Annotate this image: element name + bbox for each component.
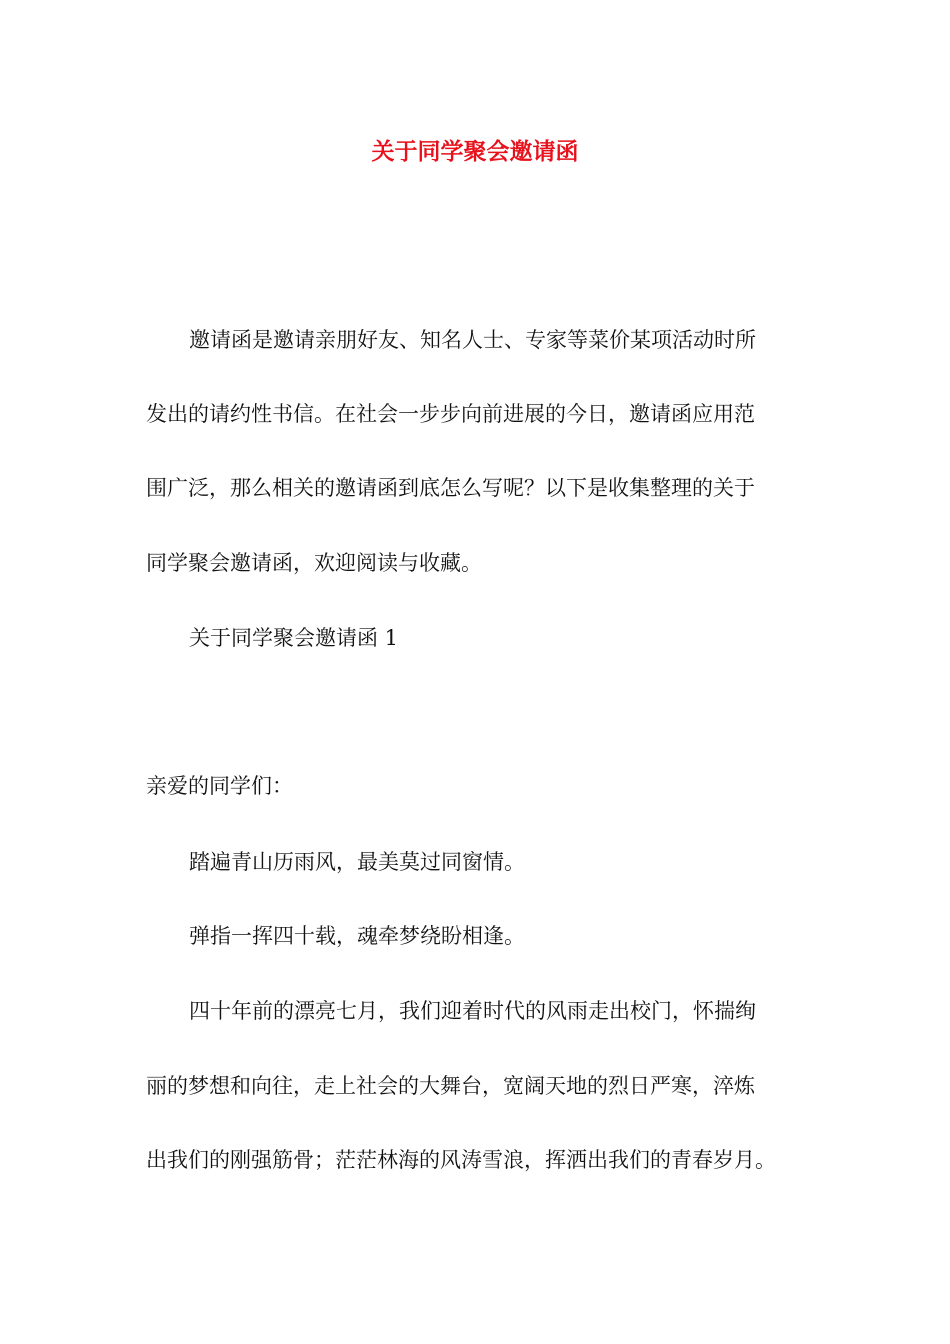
section-heading: 关于同学聚会邀请函 1: [189, 626, 399, 650]
body-line-3: 出我们的刚强筋骨；茫茫林海的风涛雪浪，挥洒出我们的青春岁月。: [146, 1148, 776, 1172]
body-line-2: 丽的梦想和向往，走上社会的大舞台，宽阔天地的烈日严寒，淬炼: [146, 1074, 755, 1098]
verse-line-1: 踏遍青山历雨风，最美莫过同窗情。: [189, 850, 525, 874]
intro-line-2: 发出的请约性书信。在社会一步步向前进展的今日，邀请函应用范: [146, 402, 755, 426]
document-title: 关于同学聚会邀请函: [371, 138, 579, 165]
intro-line-3: 围广泛，那么相关的邀请函到底怎么写呢？以下是收集整理的关于: [146, 476, 755, 500]
salutation: 亲爱的同学们：: [146, 774, 293, 798]
intro-line-1: 邀请函是邀请亲朋好友、知名人士、专家等菜价某项活动时所: [189, 328, 756, 352]
body-line-1: 四十年前的漂亮七月，我们迎着时代的风雨走出校门，怀揣绚: [189, 999, 756, 1023]
intro-line-4: 同学聚会邀请函，欢迎阅读与收藏。: [146, 551, 482, 575]
verse-line-2: 弹指一挥四十载，魂牵梦绕盼相逢。: [189, 924, 525, 948]
